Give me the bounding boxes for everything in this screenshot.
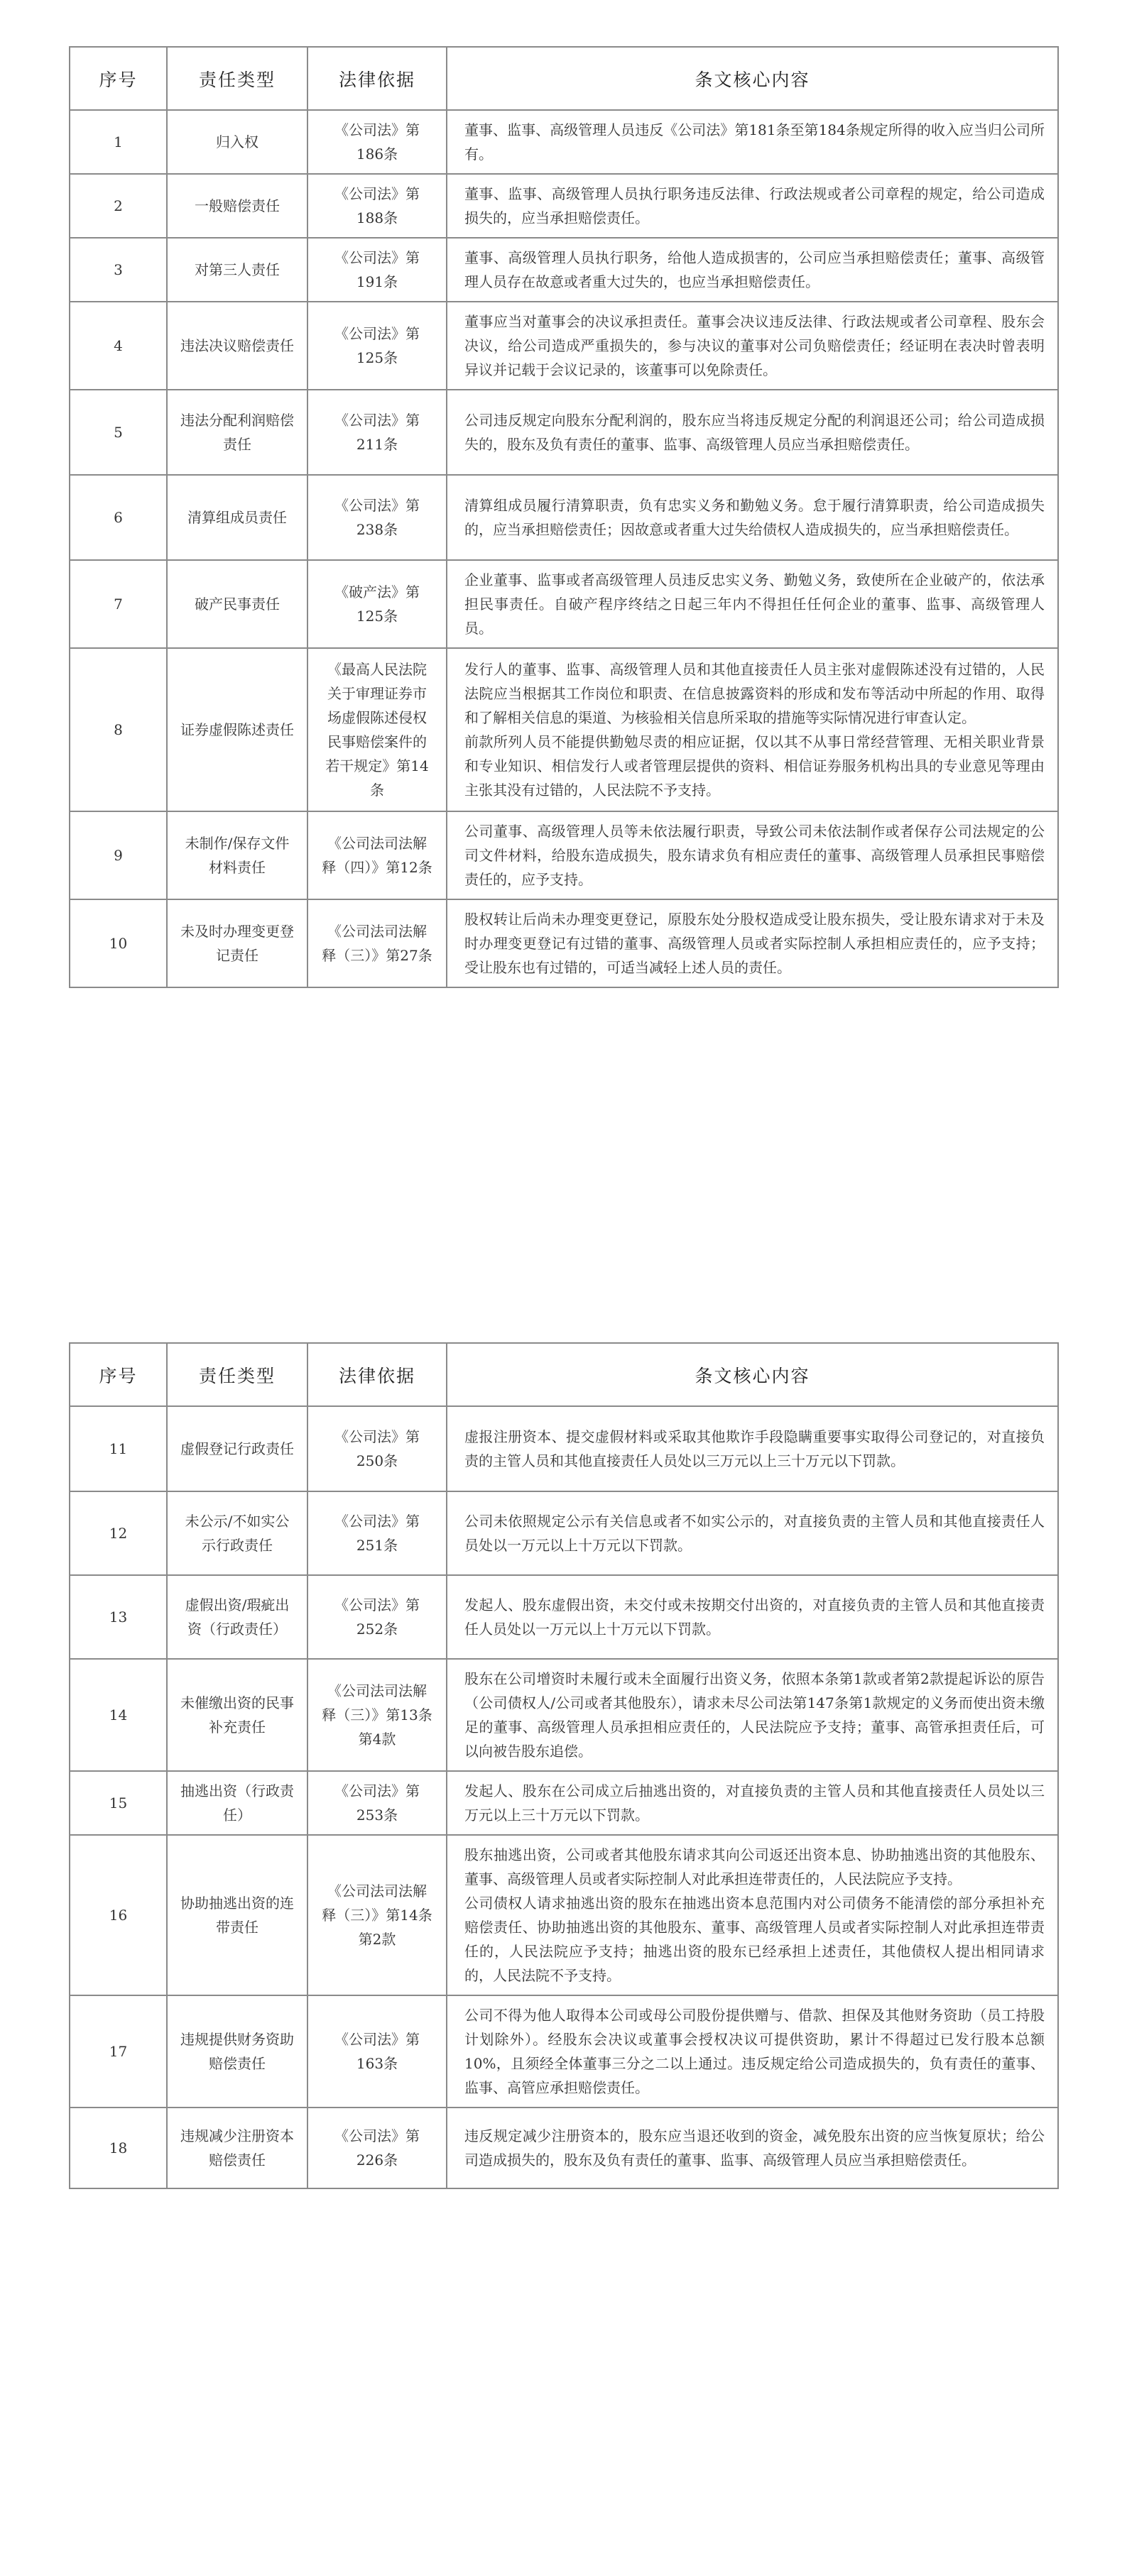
liability-type: 清算组成员责任 — [167, 475, 307, 560]
legal-basis: 《公司法》第250条 — [307, 1406, 447, 1491]
row-number: 4 — [70, 302, 167, 390]
row-number: 9 — [70, 811, 167, 899]
content-paragraph: 虚报注册资本、提交虚假材料或采取其他欺诈手段隐瞒重要事实取得公司登记的，对直接负责的主管人员和其他直接责任人员处以三万元以上三十万元以下罚款。 — [464, 1428, 1045, 1469]
legal-basis: 《公司法》第226条 — [307, 2108, 447, 2188]
legal-basis: 《公司法司法解释（四）》第12条 — [307, 811, 447, 899]
content-paragraph: 发行人的董事、监事、高级管理人员和其他直接责任人员主张对虚假陈述没有过错的，人民法院应当根据其工作岗位和职责、在信息披露资料的形成和发布等活动中所起的作用、取得和了解相关信息的渠道、为核验相关信息所采取的措施等实际情况进行审查认定。 — [464, 661, 1045, 726]
table-row — [70, 1406, 1058, 1491]
content-paragraph: 企业董事、监事或者高级管理人员违反忠实义务、勤勉义务，致使所在企业破产的，依法承担民事责任。自破产程序终结之日起三年内不得担任任何企业的董事、监事、高级管理人员。 — [464, 571, 1045, 637]
liability-type: 未催缴出资的民事补充责任 — [167, 1659, 307, 1771]
legal-basis: 《公司法司法解释（三）》第14条第2款 — [307, 1835, 447, 1995]
header-basis: 法律依据 — [307, 47, 447, 110]
legal-basis: 《公司法》第191条 — [307, 238, 447, 302]
content-paragraph: 公司不得为他人取得本公司或母公司股份提供赠与、借款、担保及其他财务资助（员工持股计划除外）。经股东会决议或董事会授权决议可提供资助，累计不得超过已发行股本总额10%，且须经全体董事三分之二以上通过。违反规定给公司造成损失的，负有责任的董事、监事、高管应承担赔偿责任。 — [464, 2007, 1045, 2096]
liability-type: 归入权 — [167, 110, 307, 174]
table-row — [70, 302, 1058, 390]
table-row — [70, 1659, 1058, 1771]
legal-basis: 《公司法》第211条 — [307, 390, 447, 475]
table-body — [70, 110, 1058, 987]
legal-basis: 《公司法》第253条 — [307, 1771, 447, 1835]
table-header-row — [70, 47, 1058, 110]
table-row — [70, 1771, 1058, 1835]
core-content — [447, 1835, 1058, 1995]
legal-basis: 《破产法》第125条 — [307, 560, 447, 648]
legal-basis: 《公司法》第125条 — [307, 302, 447, 390]
liability-type: 虚假出资/瑕疵出资（行政责任） — [167, 1575, 307, 1659]
liability-type: 证券虚假陈述责任 — [167, 648, 307, 811]
legal-basis: 《公司法》第186条 — [307, 110, 447, 174]
row-number: 6 — [70, 475, 167, 560]
liability-table-part-2 — [69, 1342, 1059, 2189]
content-paragraph: 发起人、股东虚假出资，未交付或未按期交付出资的，对直接负责的主管人员和其他直接责任人员处以一万元以上十万元以下罚款。 — [464, 1596, 1045, 1638]
liability-type: 违规提供财务资助赔偿责任 — [167, 1995, 307, 2108]
core-content — [447, 238, 1058, 302]
liability-type: 对第三人责任 — [167, 238, 307, 302]
core-content — [447, 475, 1058, 560]
header-content: 条文核心内容 — [447, 1343, 1058, 1406]
row-number: 7 — [70, 560, 167, 648]
core-content — [447, 1659, 1058, 1771]
core-content — [447, 174, 1058, 238]
liability-type: 违法决议赔偿责任 — [167, 302, 307, 390]
legal-basis: 《公司法司法解释（三）》第27条 — [307, 899, 447, 987]
table-row — [70, 1995, 1058, 2108]
core-content — [447, 1771, 1058, 1835]
content-paragraph: 前款所列人员不能提供勤勉尽责的相应证据，仅以其不从事日常经营管理、无相关职业背景和专业知识、相信发行人或者管理层提供的资料、相信证券服务机构出具的专业意见等理由主张其没有过错的，人民法院不予支持。 — [464, 733, 1045, 799]
legal-basis: 《公司法》第238条 — [307, 475, 447, 560]
liability-type: 破产民事责任 — [167, 560, 307, 648]
legal-basis: 《最高人民法院关于审理证券市场虚假陈述侵权民事赔偿案件的若干规定》第14条 — [307, 648, 447, 811]
core-content — [447, 1491, 1058, 1575]
core-content — [447, 811, 1058, 899]
liability-type: 未公示/不如实公示行政责任 — [167, 1491, 307, 1575]
core-content — [447, 899, 1058, 987]
liability-type: 协助抽逃出资的连带责任 — [167, 1835, 307, 1995]
row-number: 2 — [70, 174, 167, 238]
content-paragraph: 董事、监事、高级管理人员违反《公司法》第181条至第184条规定所得的收入应当归公司所有。 — [464, 121, 1045, 163]
core-content — [447, 390, 1058, 475]
row-number: 12 — [70, 1491, 167, 1575]
content-paragraph: 股东抽逃出资，公司或者其他股东请求其向公司返还出资本息、协助抽逃出资的其他股东、董事、高级管理人员或者实际控制人对此承担连带责任的，人民法院应予支持。 — [464, 1846, 1045, 1887]
row-number: 3 — [70, 238, 167, 302]
content-paragraph: 清算组成员履行清算职责，负有忠实义务和勤勉义务。怠于履行清算职责，给公司造成损失的，应当承担赔偿责任；因故意或者重大过失给债权人造成损失的，应当承担赔偿责任。 — [464, 497, 1045, 538]
row-number: 18 — [70, 2108, 167, 2188]
table-row — [70, 174, 1058, 238]
content-paragraph: 董事应当对董事会的决议承担责任。董事会决议违反法律、行政法规或者公司章程、股东会决议，给公司造成严重损失的，参与决议的董事对公司负赔偿责任；经证明在表决时曾表明异议并记载于会议记录的，该董事可以免除责任。 — [464, 313, 1045, 378]
table-row — [70, 560, 1058, 648]
liability-type: 违法分配利润赔偿责任 — [167, 390, 307, 475]
content-paragraph: 公司违反规定向股东分配利润的，股东应当将违反规定分配的利润退还公司；给公司造成损失的，股东及负有责任的董事、监事、高级管理人员应当承担赔偿责任。 — [464, 412, 1045, 453]
table-row — [70, 238, 1058, 302]
liability-type: 抽逃出资（行政责任） — [167, 1771, 307, 1835]
table-body — [70, 1406, 1058, 2188]
row-number: 10 — [70, 899, 167, 987]
content-paragraph: 公司债权人请求抽逃出资的股东在抽逃出资本息范围内对公司债务不能清偿的部分承担补充赔偿责任、协助抽逃出资的其他股东、董事、高级管理人员或者实际控制人对此承担连带责任的，人民法院应予支持；抽逃出资的股东已经承担上述责任，其他债权人提出相同请求的，人民法院不予支持。 — [464, 1895, 1045, 1984]
row-number: 16 — [70, 1835, 167, 1995]
liability-table-part-1 — [69, 46, 1059, 988]
core-content — [447, 1406, 1058, 1491]
row-number: 11 — [70, 1406, 167, 1491]
table-header-row — [70, 1343, 1058, 1406]
table-row — [70, 1491, 1058, 1575]
content-paragraph: 公司未依照规定公示有关信息或者不如实公示的，对直接负责的主管人员和其他直接责任人员处以一万元以上十万元以下罚款。 — [464, 1513, 1045, 1554]
table-row — [70, 2108, 1058, 2188]
core-content — [447, 2108, 1058, 2188]
core-content — [447, 302, 1058, 390]
table-row — [70, 390, 1058, 475]
row-number: 17 — [70, 1995, 167, 2108]
header-no: 序号 — [70, 1343, 167, 1406]
liability-type: 虚假登记行政责任 — [167, 1406, 307, 1491]
content-paragraph: 董事、高级管理人员执行职务，给他人造成损害的，公司应当承担赔偿责任；董事、高级管理人员存在故意或者重大过失的，也应当承担赔偿责任。 — [464, 249, 1045, 290]
row-number: 15 — [70, 1771, 167, 1835]
legal-basis: 《公司法》第163条 — [307, 1995, 447, 2108]
row-number: 13 — [70, 1575, 167, 1659]
header-type: 责任类型 — [167, 47, 307, 110]
liability-type: 违规减少注册资本赔偿责任 — [167, 2108, 307, 2188]
legal-basis: 《公司法司法解释（三）》第13条第4款 — [307, 1659, 447, 1771]
core-content — [447, 110, 1058, 174]
core-content — [447, 560, 1058, 648]
table-row — [70, 811, 1058, 899]
table-row — [70, 1835, 1058, 1995]
legal-basis: 《公司法》第188条 — [307, 174, 447, 238]
legal-basis: 《公司法》第252条 — [307, 1575, 447, 1659]
header-basis: 法律依据 — [307, 1343, 447, 1406]
liability-type: 未制作/保存文件材料责任 — [167, 811, 307, 899]
row-number: 8 — [70, 648, 167, 811]
row-number: 1 — [70, 110, 167, 174]
row-number: 5 — [70, 390, 167, 475]
row-number: 14 — [70, 1659, 167, 1771]
content-paragraph: 发起人、股东在公司成立后抽逃出资的，对直接负责的主管人员和其他直接责任人员处以三万元以上三十万元以下罚款。 — [464, 1782, 1045, 1824]
content-paragraph: 董事、监事、高级管理人员执行职务违反法律、行政法规或者公司章程的规定，给公司造成损失的，应当承担赔偿责任。 — [464, 185, 1045, 226]
content-paragraph: 公司董事、高级管理人员等未依法履行职责，导致公司未依法制作或者保存公司法规定的公司文件材料，给股东造成损失，股东请求负有相应责任的董事、高级管理人员承担民事赔偿责任的，应予支持。 — [464, 823, 1045, 888]
table-row — [70, 899, 1058, 987]
core-content — [447, 1575, 1058, 1659]
header-content: 条文核心内容 — [447, 47, 1058, 110]
core-content — [447, 648, 1058, 811]
liability-type: 未及时办理变更登记责任 — [167, 899, 307, 987]
legal-basis: 《公司法》第251条 — [307, 1491, 447, 1575]
table-row — [70, 475, 1058, 560]
content-paragraph: 股权转让后尚未办理变更登记，原股东处分股权造成受让股东损失，受让股东请求对于未及时办理变更登记有过错的董事、高级管理人员或者实际控制人承担相应责任的，应予支持；受让股东也有过错的，可适当减轻上述人员的责任。 — [464, 911, 1045, 976]
content-paragraph: 股东在公司增资时未履行或未全面履行出资义务，依照本条第1款或者第2款提起诉讼的原告（公司债权人/公司或者其他股东），请求未尽公司法第147条第1款规定的义务而使出资未缴足的董事、高级管理人员承担相应责任的，人民法院应予支持；董事、高管承担责任后，可以向被告股东追偿。 — [464, 1670, 1045, 1760]
table-row — [70, 648, 1058, 811]
header-no: 序号 — [70, 47, 167, 110]
table-row — [70, 1575, 1058, 1659]
content-paragraph: 违反规定减少注册资本的，股东应当退还收到的资金，减免股东出资的应当恢复原状；给公司造成损失的，股东及负有责任的董事、监事、高级管理人员应当承担赔偿责任。 — [464, 2127, 1045, 2169]
liability-type: 一般赔偿责任 — [167, 174, 307, 238]
table-row — [70, 110, 1058, 174]
core-content — [447, 1995, 1058, 2108]
header-type: 责任类型 — [167, 1343, 307, 1406]
